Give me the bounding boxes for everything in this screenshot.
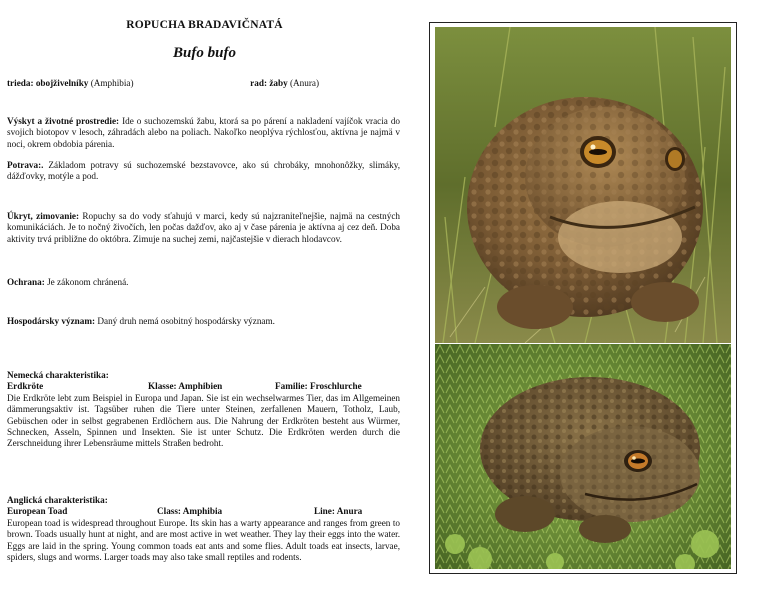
economic-label: Hospodársky význam: bbox=[7, 316, 96, 326]
english-heading: Anglická charakteristika: bbox=[7, 495, 108, 505]
german-text: Die Erdkröte lebt zum Beispiel in Europa und Japan. Sie ist ein wechselwarmes Tier, das im Allgemeinen dämmerungsaktiv ist. Tagsüber ruhen die Tiere unter Steinen, zerfallenen Mauern, Totholz, Laub, Gebüschen oder in selbst gegrabenen Erdlöchern aus. Die Nahrung der Erdkröten besteht aus Würmer, Schnecken, Asseln, Spinnen und Insekten. Sie ist unter Schutz. Die Erdkröten werden durch die Zerschneidung ihrer Lebensräume mittels Straßen bedroht. bbox=[7, 393, 400, 449]
toad-photo-moss bbox=[435, 344, 731, 569]
shelter-section bbox=[7, 211, 400, 245]
food-label: Potrava:. bbox=[7, 160, 44, 170]
german-class: Klasse: Amphibien bbox=[148, 381, 223, 391]
occurrence-text-2: vajíčok vracia do svojich biotopov v lesoch, záhradách alebo na poliach. Nakoľko neoplýva rýchlosťou, aktívna je najmä v noci, okrem obdobia párenia. bbox=[7, 116, 401, 149]
protection-label: Ochrana: bbox=[7, 277, 45, 287]
latin-name: Bufo bufo bbox=[173, 45, 236, 61]
english-class: Class: Amphibia bbox=[157, 506, 223, 516]
economic-text: Daný druh nemá osobitný hospodársky význam. bbox=[97, 316, 275, 326]
page-title: ROPUCHA BRADAVIČNATÁ bbox=[126, 19, 283, 31]
economic-section bbox=[7, 316, 275, 327]
protection-text: Je zákonom chránená. bbox=[47, 277, 129, 287]
german-family: Familie: Froschlurche bbox=[275, 381, 362, 391]
class-value: obojživelníky bbox=[35, 78, 89, 88]
shelter-label: Úkryt, zimovanie: bbox=[7, 211, 80, 221]
classification-row bbox=[7, 78, 319, 89]
english-line: Line: Anura bbox=[314, 506, 363, 516]
protection-section bbox=[7, 277, 128, 288]
order-latin: (Anura) bbox=[289, 78, 320, 88]
shelter-text-1: Ropuchy sa do vody sťahujú v marci, kedy sú najzraniteľnejšie, najmä bbox=[82, 211, 353, 221]
english-text: European toad is widespread throughout Europe. Its skin has a warty appearance and ranges from green to brown. Toads usually hunt at night, and are most active in wet weather. They lay their eggs into the water. Eggs are laid in the spring. Young common toads eat ants and some flies. Adult toads eat insects, larvae, spiders, slugs and worms. Larger toads may also take small reptiles and rodents. bbox=[7, 518, 400, 562]
german-name: Erdkröte bbox=[7, 381, 44, 391]
shelter-text-2: na cestných komunikáciách. Je to nočný živočích, len počas dažďov, ako aj v čase párenia je aktívna aj cez deň. Doba aktivity trvá približne do októbra. Zimuje na suchej zemi, najčastejšie v dierach hlodavcov. bbox=[7, 211, 401, 244]
occurrence-text-1: Ide o suchozemskú žabu, ktorá sa po párení a nakladení bbox=[122, 116, 333, 126]
photo-frame bbox=[429, 22, 737, 574]
toad-photo-grass bbox=[435, 27, 731, 343]
class-latin: (Amphibia) bbox=[90, 78, 134, 88]
occurrence-label: Výskyt a životné prostredie: bbox=[7, 116, 120, 126]
order-label: rad: bbox=[250, 78, 268, 88]
food-section bbox=[7, 160, 400, 183]
food-text-1: Základom potravy sú suchozemské bezstavovce, ako sú chrobáky, bbox=[48, 160, 310, 170]
class-label: trieda: bbox=[7, 78, 34, 88]
german-heading: Nemecká charakteristika: bbox=[7, 370, 109, 380]
food-text-2: mnohonôžky, slimáky, dážďovky, motýle a pod. bbox=[7, 160, 400, 182]
occurrence-section bbox=[7, 116, 400, 150]
english-name: European Toad bbox=[7, 506, 68, 516]
order-value: žaby bbox=[269, 78, 288, 88]
